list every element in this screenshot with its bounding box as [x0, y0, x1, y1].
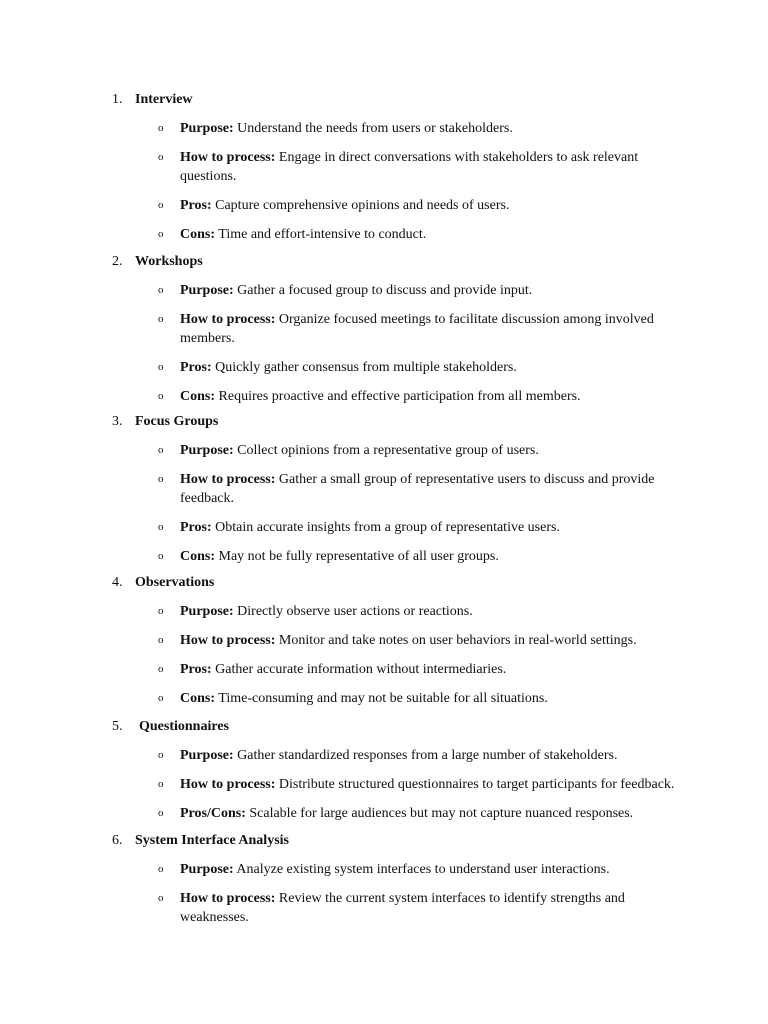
- bullet-icon: o: [158, 122, 164, 134]
- bullet-icon: o: [158, 692, 164, 704]
- item-label: Cons:: [180, 389, 216, 404]
- section-title: Interview: [135, 92, 193, 107]
- item-body: Analyze existing system interfaces to understand user interactions.: [236, 862, 610, 877]
- list-item: [0, 358, 768, 377]
- item-body: Review the current system interfaces to identify strengths and weaknesses.: [180, 891, 625, 925]
- item-text: [180, 689, 675, 708]
- item-label: How to process:: [180, 150, 276, 165]
- section-number: 5.: [112, 719, 123, 734]
- bullet-icon: o: [158, 663, 164, 675]
- bullet-icon: o: [158, 199, 164, 211]
- list-item: [0, 119, 768, 138]
- section-items: [0, 441, 768, 576]
- section-title: Workshops: [135, 254, 203, 269]
- item-label: Pros/Cons:: [180, 806, 246, 821]
- item-text: [180, 119, 675, 138]
- item-label: Cons:: [180, 691, 216, 706]
- item-label: Cons:: [180, 549, 216, 564]
- section-heading: [112, 832, 289, 850]
- list-item: [0, 547, 768, 566]
- list-item: [0, 889, 768, 927]
- item-label: Pros:: [180, 520, 212, 535]
- list-item: [0, 441, 768, 460]
- bullet-icon: o: [158, 390, 164, 402]
- bullet-icon: o: [158, 749, 164, 761]
- item-text: [180, 196, 675, 215]
- section-items: [0, 602, 768, 718]
- item-text: [180, 547, 675, 566]
- item-text: [180, 281, 675, 300]
- item-body: Capture comprehensive opinions and needs of users.: [215, 198, 510, 213]
- item-label: Pros:: [180, 360, 212, 375]
- item-body: Requires proactive and effective participation from all members.: [218, 389, 581, 404]
- section-number: 3.: [112, 414, 123, 429]
- item-label: Pros:: [180, 198, 212, 213]
- section-number: 1.: [112, 92, 123, 107]
- item-body: Understand the needs from users or stakeholders.: [237, 121, 513, 136]
- item-body: Gather standardized responses from a large number of stakeholders.: [237, 748, 618, 763]
- item-text: [180, 602, 675, 621]
- item-text: [180, 225, 675, 244]
- item-body: Time and effort-intensive to conduct.: [218, 227, 427, 242]
- section-items: [0, 281, 768, 416]
- list-item: [0, 148, 768, 186]
- bullet-icon: o: [158, 605, 164, 617]
- list-item: [0, 631, 768, 650]
- section-heading: [112, 718, 229, 736]
- list-item: [0, 775, 768, 794]
- bullet-icon: o: [158, 634, 164, 646]
- item-text: [180, 746, 675, 765]
- bullet-icon: o: [158, 892, 164, 904]
- item-text: [180, 148, 675, 186]
- item-body: Gather a focused group to discuss and provide input.: [237, 283, 533, 298]
- bullet-icon: o: [158, 550, 164, 562]
- section-heading: [112, 413, 218, 431]
- item-body: Monitor and take notes on user behaviors in real-world settings.: [278, 633, 637, 648]
- item-text: [180, 860, 675, 879]
- section-number: 2.: [112, 254, 123, 269]
- item-body: Distribute structured questionnaires to target participants for feedback.: [278, 777, 675, 792]
- item-body: Engage in direct conversations with stakeholders to ask relevant questions.: [180, 150, 639, 184]
- section-heading: [112, 574, 214, 592]
- item-text: [180, 775, 680, 794]
- item-label: How to process:: [180, 891, 276, 906]
- item-body: Scalable for large audiences but may not capture nuanced responses.: [249, 806, 634, 821]
- bullet-icon: o: [158, 863, 164, 875]
- section-items: [0, 119, 768, 254]
- item-text: [180, 310, 675, 348]
- bullet-icon: o: [158, 151, 164, 163]
- item-body: Gather accurate information without intermediaries.: [215, 662, 507, 677]
- item-body: Collect opinions from a representative group of users.: [237, 443, 539, 458]
- item-text: [180, 660, 675, 679]
- item-label: Pros:: [180, 662, 212, 677]
- list-item: [0, 225, 768, 244]
- list-item: [0, 804, 768, 823]
- item-body: Organize focused meetings to facilitate discussion among involved members.: [180, 312, 654, 346]
- item-text: [180, 889, 675, 927]
- item-label: How to process:: [180, 633, 276, 648]
- item-label: Purpose:: [180, 862, 234, 877]
- list-item: [0, 860, 768, 879]
- list-item: [0, 470, 768, 508]
- item-label: How to process:: [180, 312, 276, 327]
- item-body: Directly observe user actions or reactions.: [237, 604, 473, 619]
- list-item: [0, 281, 768, 300]
- section-items: [0, 746, 768, 833]
- item-label: Cons:: [180, 227, 216, 242]
- bullet-icon: o: [158, 807, 164, 819]
- bullet-icon: o: [158, 521, 164, 533]
- item-label: How to process:: [180, 777, 276, 792]
- item-text: [180, 470, 675, 508]
- item-body: Time-consuming and may not be suitable for all situations.: [218, 691, 548, 706]
- item-text: [180, 387, 675, 406]
- bullet-icon: o: [158, 284, 164, 296]
- item-label: Purpose:: [180, 443, 234, 458]
- list-item: [0, 689, 768, 708]
- item-label: How to process:: [180, 472, 276, 487]
- item-label: Purpose:: [180, 604, 234, 619]
- item-body: Quickly gather consensus from multiple stakeholders.: [215, 360, 517, 375]
- list-item: [0, 196, 768, 215]
- list-item: [0, 602, 768, 621]
- section-heading: [112, 253, 203, 271]
- section-title: Focus Groups: [135, 414, 219, 429]
- list-item: [0, 387, 768, 406]
- bullet-icon: o: [158, 473, 164, 485]
- item-body: Obtain accurate insights from a group of representative users.: [215, 520, 560, 535]
- item-body: May not be fully representative of all user groups.: [218, 549, 499, 564]
- list-item: [0, 746, 768, 765]
- bullet-icon: o: [158, 361, 164, 373]
- item-text: [180, 441, 675, 460]
- item-text: [180, 518, 675, 537]
- item-label: Purpose:: [180, 283, 234, 298]
- item-label: Purpose:: [180, 748, 234, 763]
- bullet-icon: o: [158, 228, 164, 240]
- section-number: 6.: [112, 833, 123, 848]
- list-item: [0, 310, 768, 348]
- section-number: 4.: [112, 575, 123, 590]
- item-label: Purpose:: [180, 121, 234, 136]
- item-text: [180, 804, 675, 823]
- bullet-icon: o: [158, 313, 164, 325]
- item-body: Gather a small group of representative users to discuss and provide feedback.: [180, 472, 655, 506]
- section-title: System Interface Analysis: [135, 833, 289, 848]
- section-title: Questionnaires: [139, 719, 229, 734]
- bullet-icon: o: [158, 444, 164, 456]
- list-item: [0, 660, 768, 679]
- item-text: [180, 631, 675, 650]
- bullet-icon: o: [158, 778, 164, 790]
- section-items: [0, 860, 768, 937]
- item-text: [180, 358, 675, 377]
- section-heading: [112, 91, 193, 109]
- section-title: Observations: [135, 575, 215, 590]
- list-item: [0, 518, 768, 537]
